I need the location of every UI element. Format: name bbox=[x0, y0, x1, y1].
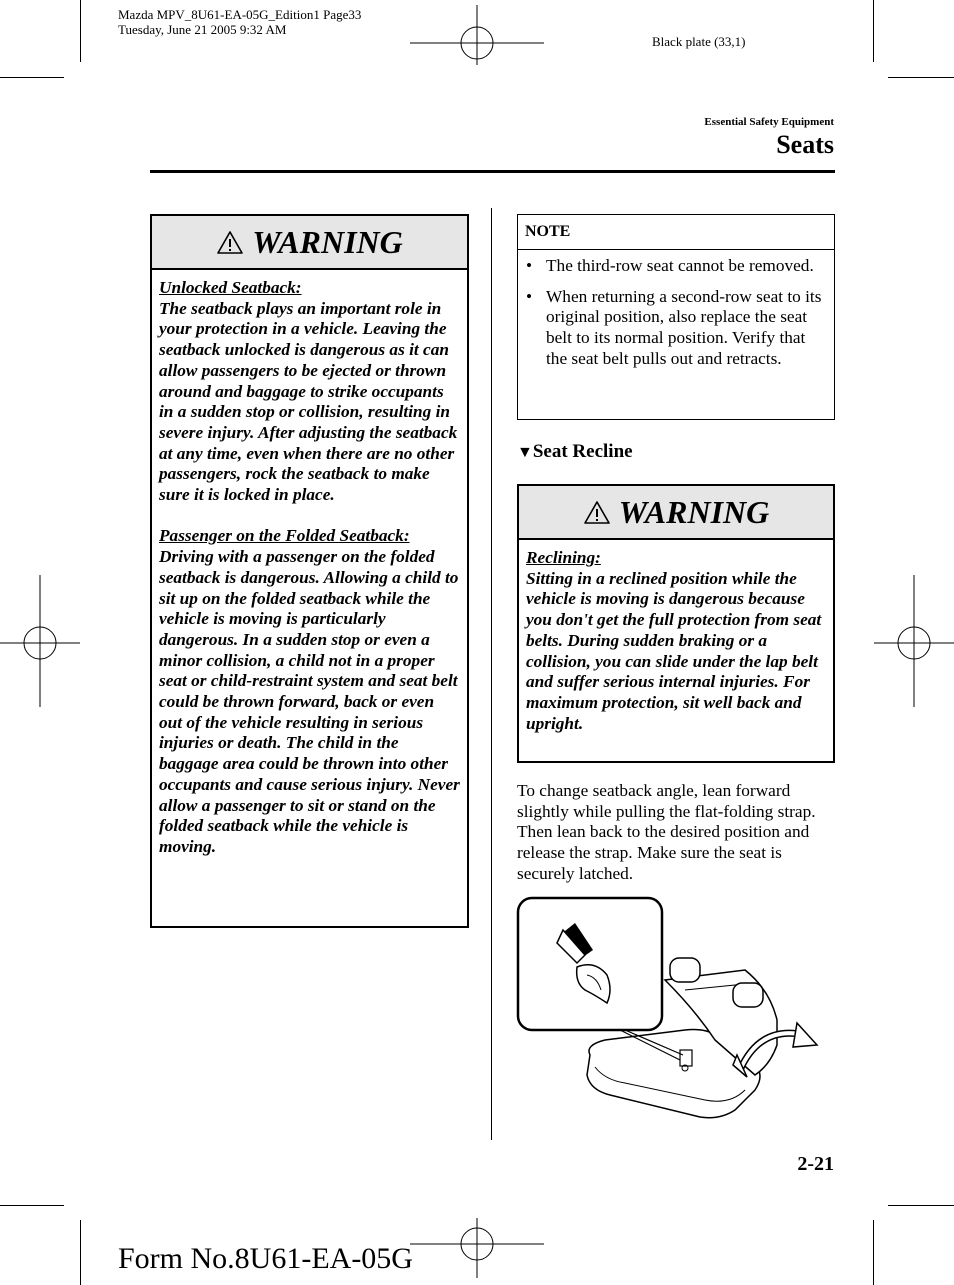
warning-box-right bbox=[517, 484, 835, 763]
section-label: Essential Safety Equipment bbox=[704, 116, 834, 128]
page-title: Seats bbox=[776, 130, 834, 159]
warning-header bbox=[152, 216, 467, 270]
warning-box-left bbox=[150, 214, 469, 928]
print-meta-line2: Tuesday, June 21 2005 9:32 AM bbox=[118, 22, 287, 37]
triangle-marker-icon: ▼ bbox=[517, 444, 533, 461]
page-number: 2-21 bbox=[797, 1153, 834, 1175]
warning-body bbox=[152, 270, 467, 858]
warning-header bbox=[519, 486, 833, 540]
warning-subheading: Unlocked Seatback: bbox=[159, 278, 302, 297]
crop-mark bbox=[80, 0, 81, 62]
crop-mark bbox=[0, 77, 64, 78]
crop-mark bbox=[888, 1205, 954, 1206]
crop-mark bbox=[0, 1205, 64, 1206]
print-meta-line1: Mazda MPV_8U61-EA-05G_Edition1 Page33 bbox=[118, 7, 362, 22]
header-rule bbox=[150, 170, 835, 173]
warning-triangle-icon bbox=[583, 500, 611, 525]
registration-mark-top bbox=[410, 5, 544, 65]
crop-mark bbox=[888, 77, 954, 78]
plate-label: Black plate (33,1) bbox=[652, 34, 746, 49]
warning-text: Sitting in a reclined position while the vehicle is moving is dangerous because you don't get the full protection from seat belts. During sudden braking or a collision, you can slide under the lap belt and suffer serious internal injuries. For maximum protection, sit well back and upright. bbox=[526, 568, 822, 733]
seat-recline-illustration bbox=[515, 895, 825, 1135]
warning-subheading: Passenger on the Folded Seatback: bbox=[159, 526, 410, 546]
warning-text: Driving with a passenger on the folded seatback is dangerous. Allowing a child to sit up on the folded seatback while the vehicle is moving is particularly dangerous. In a sudden stop or even a minor collision, a child not in a proper seat or child-restraint system and seat belt could be thrown forward, back or even out of the vehicle resulting in serious injuries or death. The child in the baggage area could be thrown into other occupants and cause serious injury. Never allow a passenger to sit or stand on the folded seatback while the vehicle is moving. bbox=[159, 547, 460, 856]
warning-triangle-icon bbox=[216, 230, 244, 255]
note-item: • The third-row seat cannot be removed. bbox=[546, 256, 826, 277]
registration-mark-right bbox=[874, 575, 954, 707]
column-divider bbox=[491, 208, 492, 1140]
warning-subheading: Reclining: bbox=[526, 548, 601, 567]
note-box bbox=[517, 214, 835, 420]
warning-body bbox=[519, 540, 833, 734]
crop-mark bbox=[80, 1220, 81, 1285]
print-meta bbox=[118, 7, 361, 37]
note-heading: NOTE bbox=[518, 215, 834, 250]
registration-mark-left bbox=[0, 575, 80, 707]
crop-mark bbox=[873, 0, 874, 62]
seat-recline-heading-text: Seat Recline bbox=[532, 441, 633, 462]
form-number: Form No.8U61-EA-05G bbox=[118, 1242, 413, 1275]
recline-instructions: To change seatback angle, lean forward slightly while pulling the flat-folding strap. Then lean back to the desired position and release the strap. Make sure the seat is securely latched. bbox=[517, 781, 816, 883]
seat-recline-heading bbox=[517, 441, 633, 463]
warning-heading: WARNING bbox=[252, 223, 403, 260]
warning-text: The seatback plays an important role in your protection in a vehicle. Leaving the seatback unlocked is dangerous as it can allow passengers to be ejected or thrown around and baggage to strike occupants in a sudden stop or collision, resulting in severe injury. After adjusting the seatback at any time, even when there are no other passengers, rock the seatback to make sure it is locked in place. bbox=[159, 298, 458, 505]
note-item: • When returning a second-row seat to its original position, also replace the seat belt to its normal position. Verify that the seat belt pulls out and retracts. bbox=[546, 287, 826, 370]
warning-heading: WARNING bbox=[618, 493, 770, 530]
registration-mark-bottom bbox=[410, 1218, 544, 1278]
crop-mark bbox=[873, 1220, 874, 1285]
note-list bbox=[518, 250, 834, 370]
